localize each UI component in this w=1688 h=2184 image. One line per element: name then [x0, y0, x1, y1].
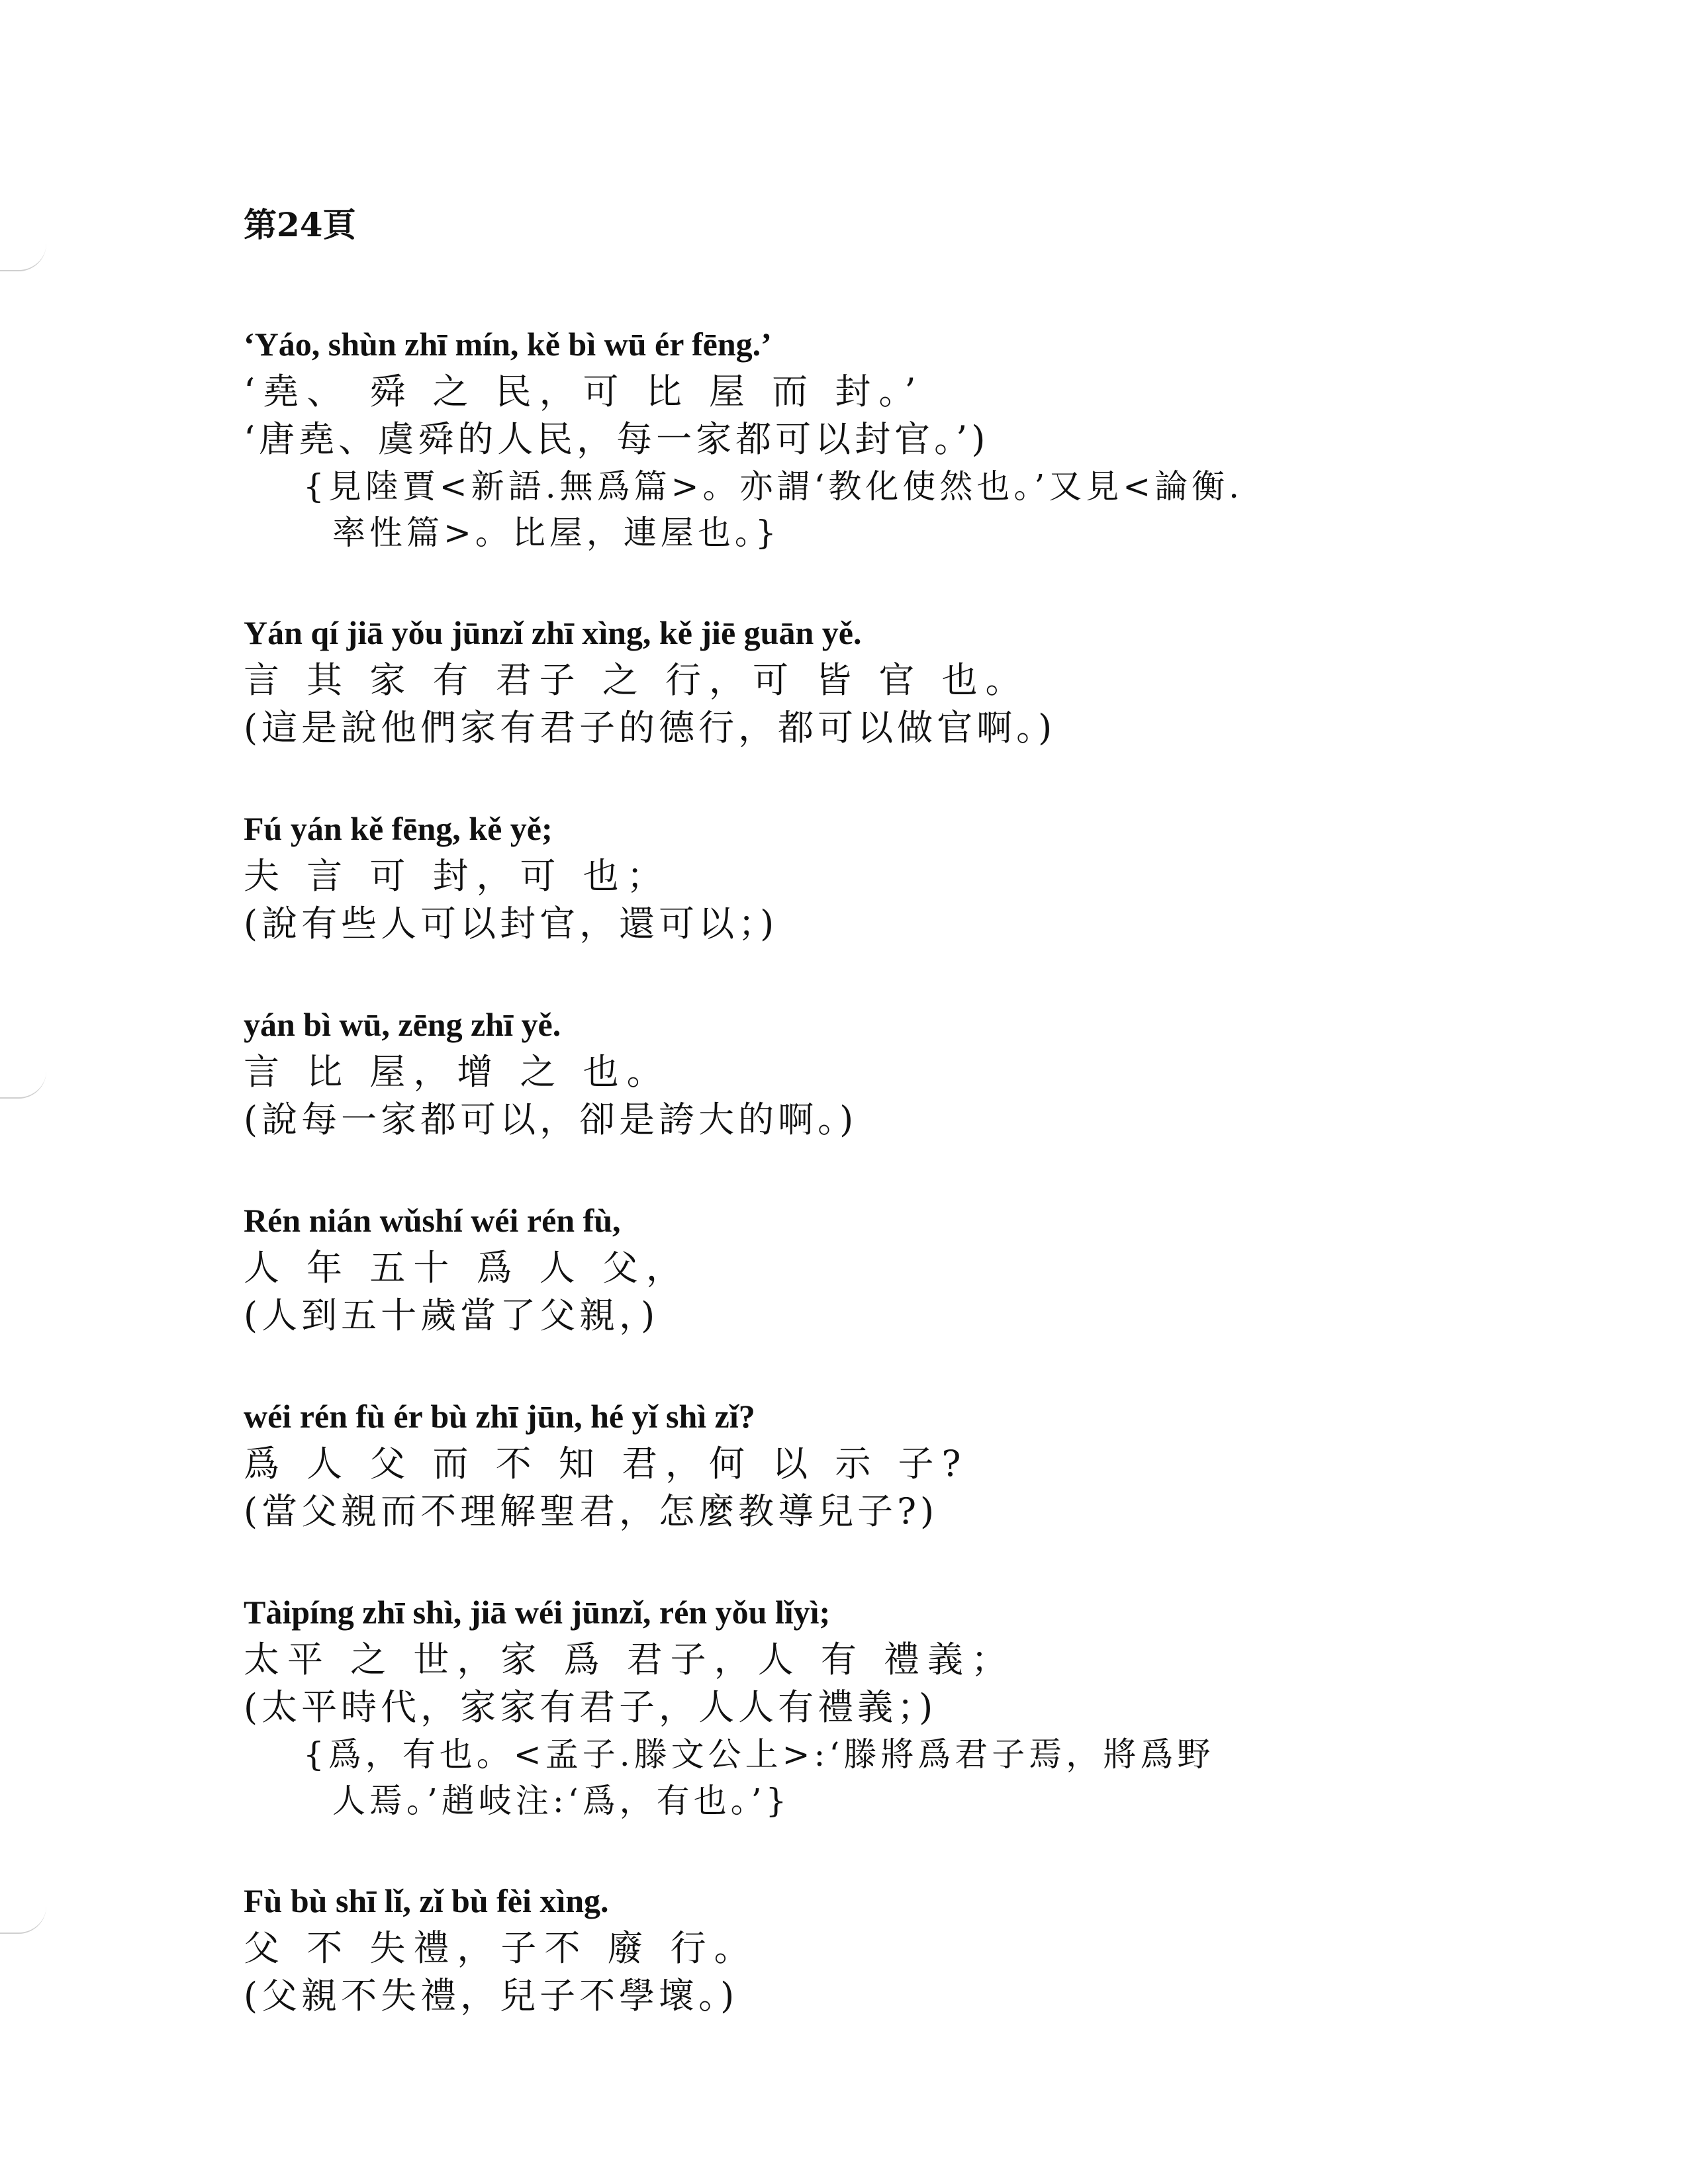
pinyin-line: Yán qí jiā yǒu jūnzǐ zhī xìng, kě jiē guān yě. [244, 614, 862, 651]
punch-hole-mark [0, 244, 46, 271]
verse-block [244, 1588, 1501, 1824]
pinyin-line: ‘Yáo, shùn zhī mín, kě bì wū ér fēng.’ [244, 326, 772, 363]
chinese-text-line: 言 比 屋，增 之 也。 [244, 1051, 671, 1093]
translation-line: (人到五十歲當了父親，) [244, 1295, 659, 1336]
translation-line: ‘唐堯、虞舜的人民，每一家都可以封官。’) [244, 418, 990, 460]
chinese-text-line: 太平 之 世，家 爲 君子，人 有 禮義； [244, 1639, 1015, 1680]
pinyin-line: Fù bù shī lǐ, zǐ bù fèi xìng. [244, 1882, 609, 1919]
punch-hole-mark [0, 1071, 46, 1099]
translation-line: (這是說他們家有君子的德行，都可以做官啊。) [244, 707, 1056, 749]
chinese-text-line: 夫 言 可 封，可 也； [244, 855, 671, 897]
annotation-note [244, 463, 1501, 556]
verse-block [244, 320, 1501, 556]
verse-block [244, 1392, 1501, 1535]
pinyin-line: Tàipíng zhī shì, jiā wéi jūnzǐ, rén yǒu lǐyì; [244, 1594, 831, 1631]
pinyin-line: yán bì wū, zēng zhī yě. [244, 1006, 561, 1043]
note-line: {爲，有也。<孟子.滕文公上>:‘滕將爲君子焉，將爲野 [303, 1735, 1215, 1774]
translation-line: (說每一家都可以，卻是誇大的啊。) [244, 1099, 858, 1140]
pinyin-line: Fú yán kě fēng, kě yě; [244, 810, 553, 847]
translation-line: (父親不失禮，兒子不學壞。) [244, 1975, 739, 2017]
chinese-text-line: 父 不 失禮，子不 廢 行。 [244, 1927, 758, 1969]
chinese-text-line: ‘堯、 舜 之 民，可 比 屋 而 封。’ [244, 371, 924, 412]
verse-block [244, 1877, 1501, 2020]
verse-block [244, 805, 1501, 948]
translation-line: (說有些人可以封官，還可以；) [244, 903, 778, 944]
chinese-text-line: 言 其 家 有 君子 之 行，可 皆 官 也。 [244, 659, 1029, 701]
pinyin-line: wéi rén fù ér bù zhī jūn, hé yǐ shì zǐ? [244, 1398, 755, 1435]
note-line: 人焉。’趙岐注:‘爲，有也。’} [332, 1782, 791, 1820]
pinyin-line: Rén nián wǔshí wéi rén fù, [244, 1202, 621, 1239]
annotation-note [244, 1731, 1501, 1824]
chinese-text-line: 爲 人 父 而 不 知 君，何 以 示 子? [244, 1443, 969, 1484]
punch-hole-mark [0, 1906, 46, 1934]
chinese-text-line: 人 年 五十 爲 人 父， [244, 1247, 690, 1289]
page-number: 第24頁 [244, 205, 356, 244]
note-line: 率性篇>。比屋，連屋也。} [332, 514, 780, 552]
translation-line: (太平時代，家家有君子，人人有禮義；) [244, 1686, 937, 1728]
verse-block [244, 1001, 1501, 1144]
verse-block [244, 1197, 1501, 1340]
translation-line: (當父親而不理解聖君，怎麼教導兒子?) [244, 1490, 939, 1532]
note-line: {見陸賈<新語.無爲篇>。亦謂‘教化使然也。’又見<論衡. [303, 467, 1244, 506]
page-content [244, 199, 1501, 2073]
verse-block [244, 609, 1501, 752]
